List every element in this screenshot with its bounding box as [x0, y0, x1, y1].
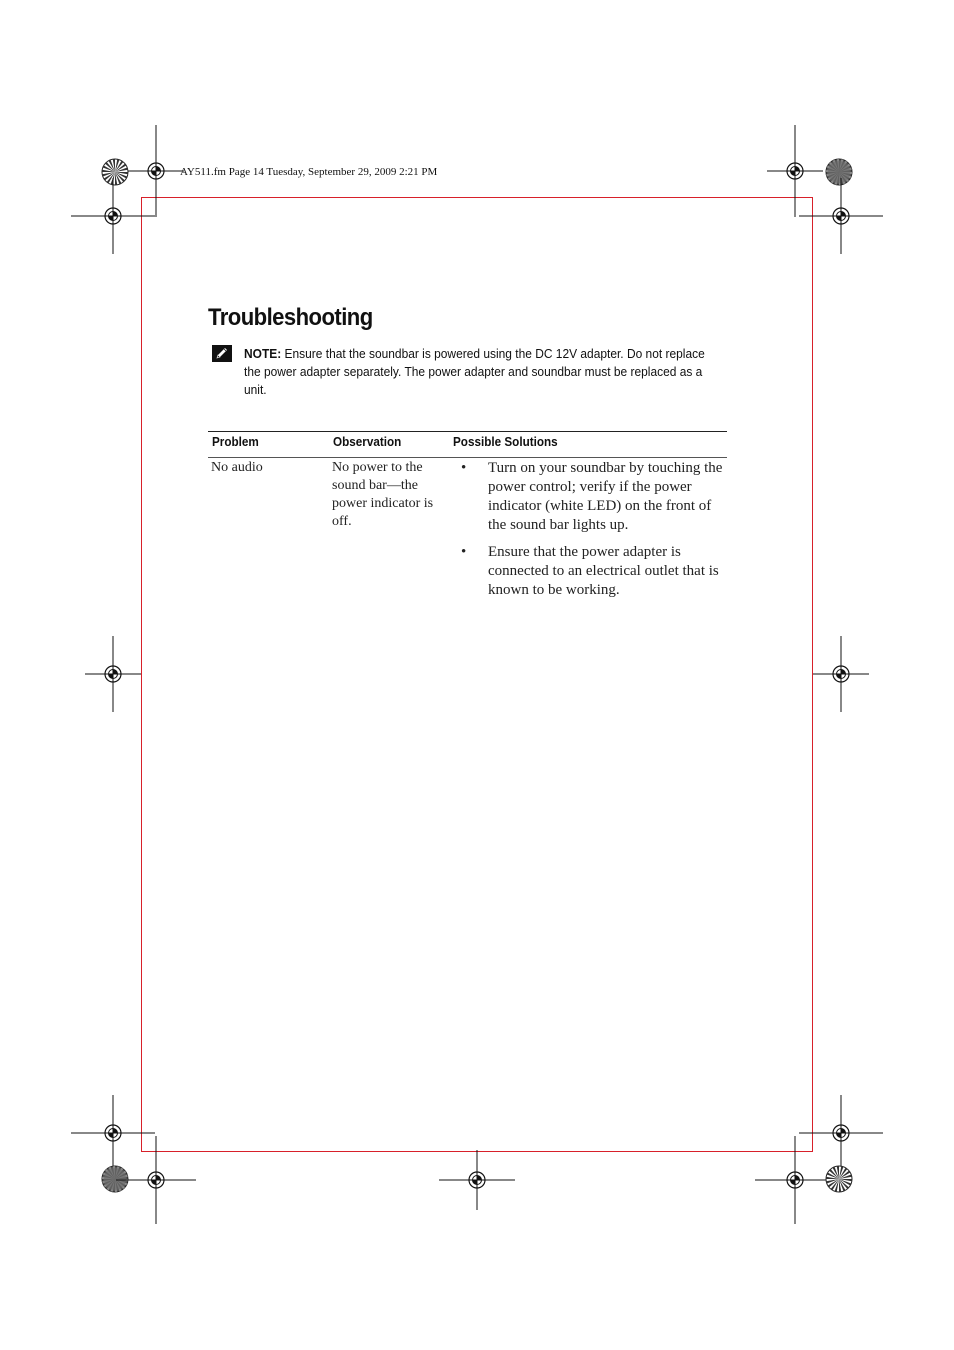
crosshair-registration-icon	[755, 1136, 835, 1224]
pencil-note-icon	[212, 345, 232, 367]
page-trim-border	[141, 197, 813, 1152]
solution-text: Ensure that the power adapter is connected to an electrical outlet that is known to be working.	[488, 544, 719, 598]
crosshair-registration-icon	[813, 636, 869, 712]
note-block	[244, 345, 715, 399]
crosshair-registration-icon	[85, 636, 141, 712]
note-text: Ensure that the soundbar is powered using the DC 12V adapter. Do not replace the power adapter separately. The power adapter and soundbar must be replaced as a unit.	[244, 346, 705, 397]
solutions-list	[453, 459, 733, 608]
bullet-icon: •	[461, 460, 467, 476]
list-item	[453, 459, 733, 535]
table-header-rule	[208, 457, 727, 458]
cell-observation: No power to the sound bar—the power indicator is off.	[332, 460, 434, 529]
crosshair-registration-icon	[439, 1150, 515, 1210]
solution-text: Turn on your soundbar by touching the power control; verify if the power indicator (white LED) on the front of the sound bar lights up.	[488, 460, 723, 533]
starburst-target-icon	[825, 1165, 853, 1193]
crosshair-registration-icon	[71, 178, 155, 254]
header-problem: Problem	[212, 434, 259, 449]
header-possible-solutions: Possible Solutions	[453, 434, 558, 449]
note-label: NOTE:	[244, 346, 282, 361]
header-observation: Observation	[333, 434, 402, 449]
list-item	[453, 543, 733, 600]
crosshair-registration-icon	[116, 1136, 196, 1224]
cell-problem: No audio	[211, 460, 263, 475]
page-title: Troubleshooting	[208, 304, 373, 331]
bullet-icon: •	[461, 544, 467, 560]
table-top-rule	[208, 431, 727, 432]
slug-line: AY511.fm Page 14 Tuesday, September 29, 2009 2:21 PM	[180, 166, 438, 178]
crosshair-registration-icon	[799, 178, 883, 254]
